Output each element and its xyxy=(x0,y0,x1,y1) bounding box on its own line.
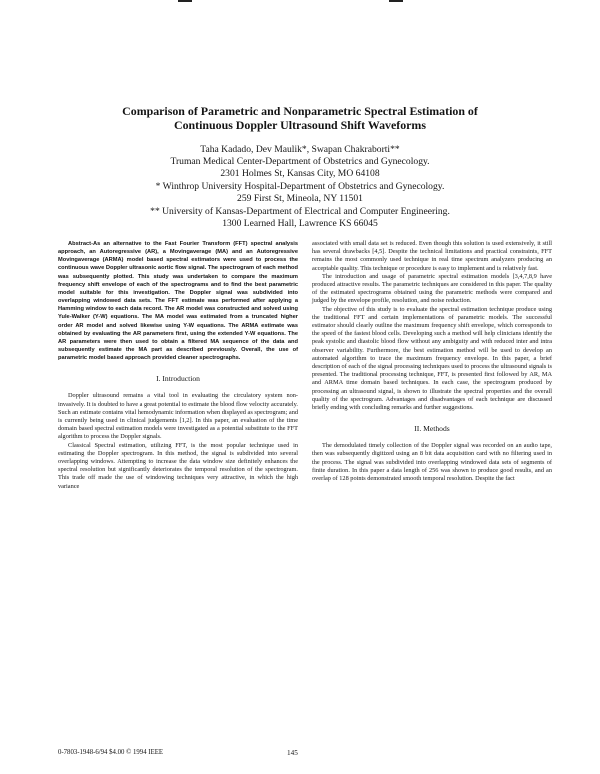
right-paragraph-2: The introduction and usage of parametric spectral estimation models [3,4,7,8,9 have produced attractive results. The parametric techniques are considered in this paper. The quality of the estimated spectrograms obtained using the parametric methods were compared and judged by the envelope profile, resolution, and noise reduction. xyxy=(312,272,552,305)
affiliation-3: ** University of Kansas-Department of Electrical and Computer Engineering. xyxy=(150,206,450,217)
address-1: 2301 Holmes St, Kansas City, MO 64108 xyxy=(220,168,380,179)
right-paragraph-3: The objective of this study is to evaluate the spectral estimation technique produce using the traditional FFT and certain implementations of parametric models. The successful estimator should clearly outline the maximum frequency shift envelope, which corresponds to the speed of the fastest blood cells. Developing such a method will help clinicians identify the peak systolic and diastolic blood flow without any ambiguity and with reduced inter and intra observer variability. Furthermore, the best estimation method will be used to develop an automated algorithm to trace the maximum frequency envelope. In this paper, a brief description of each of the signal processing techniques used to process the ultrasound signals is presented. The traditional processing technique, FFT, is presented first followed by AR, MA and ARMA time domain based techniques. In each case, the spectrogram produced by processing an ultrasound signal, is shown to illustrate the spectral properties and the overall quality of the spectrogram. Advantages and disadvantages of each technique are discussed briefly ending with concluding remarks and further suggestions. xyxy=(312,305,552,412)
page-number: 145 xyxy=(287,749,298,757)
intro-paragraph-2: Classical Spectral estimation, utilizing FFT, is the most popular technique used in estimating the Doppler spectrogram. In this method, the signal is subdivided into several overlapping windows. Attempting to increase the data window size definitely enhances the spectral resolution but significantly deteriorates the temporal resolution of the spectrogram. This trade off made the use of windowing techniques very attractive, in which the high variance xyxy=(58,441,298,490)
right-paragraph-1: associated with small data set is reduced. Even though this solution is used extensively, it still has several drawbacks [4,5]. Despite the technical limitations and practical constraints, FFT remains the most commonly used technique in real time spectrum analyzers producing an acceptable quality. This technique or procedure is easy to implement and is relatively fast. xyxy=(312,240,552,272)
affiliation-1: Truman Medical Center-Department of Obstetrics and Gynecology. xyxy=(170,156,430,167)
isbn-copyright: 0-7803-1948-6/94 $4.00 © 1994 IEEE xyxy=(58,749,164,756)
abstract: Abstract-As an alternative to the Fast Fourier Transform (FFT) spectral analysis approach, an Autoregressive (AR), a Movingaverage (MA) and an Autoregressive Movingaverage (ARMA) model based spectral estimators were used to process the continuous wave Doppler ultrasonic aortic flow signal. The spectrogram of each method was subsequently plotted. This study was undertaken to compare the maximum frequency shift envelope of each of the spectrograms and to find the best parametric model suitable for this investigation. The Doppler signal was subdivided into overlapping windowed data sets. The FFT estimate was performed after applying a Hamming window to each data record. The AR model was constructed and solved using Yule-Walker (Y-W) equations. The MA model was estimated from a truncated higher order AR model and solved likewise using Y-W equations. The ARMA estimate was obtained by evaluating the AR parameters first, using the extended Y-W equations. The AR parameters were then used to obtain a filtered MA sequence of the data and subsequently estimate the MA part as described previously. Overall, the use of parametric model based approach provided cleaner spectrographs. xyxy=(58,241,298,362)
affiliation-2: * Winthrop University Hospital-Department of Obstetrics and Gynecology. xyxy=(155,181,445,192)
scan-mark-right xyxy=(389,0,403,2)
methods-heading: II. Methods xyxy=(414,424,450,434)
methods-paragraph: The demodulated timely collection of the Doppler signal was recorded on an audio tape, then was subsequently digitized using an 8 bit data acquisition card with no filtering used in the process. The signal was subdivided into overlapping windowed data sets of segments of finite duration. In this paper a data length of 256 was shown to produce good results, and an overlap of 128 points demonstrated smooth temporal resolution. Despite the fact xyxy=(312,442,552,483)
intro-paragraph-1: Doppler ultrasound remains a vital tool in evaluating the circulatory system non-invasively. It is doubted to have a great potential to estimate the blood flow velocity accurately. Such an estimate contains vital hemodynamic information when displayed as spectrogram; and is currently being used in clinical judgements [1,2]. In this paper, an evaluation of the time domain based spectral estimation models were investigated as a potential substitute to the FFT algorithm to process the Doppler signals. xyxy=(58,392,298,441)
address-2: 259 First St, Mineola, NY 11501 xyxy=(237,193,363,204)
paper-title-line-2: Continuous Doppler Ultrasound Shift Waveforms xyxy=(174,118,426,132)
scan-mark-left xyxy=(178,0,192,2)
author-list: Taha Kadado, Dev Maulik*, Swapan Chakraborti** xyxy=(200,144,400,155)
right-column xyxy=(312,240,552,483)
introduction-heading: I. Introduction xyxy=(156,374,200,384)
address-3: 1300 Learned Hall, Lawrence KS 66045 xyxy=(222,218,378,229)
paper-title-line-1: Comparison of Parametric and Nonparametric Spectral Estimation of xyxy=(122,104,478,118)
left-column xyxy=(58,240,298,491)
